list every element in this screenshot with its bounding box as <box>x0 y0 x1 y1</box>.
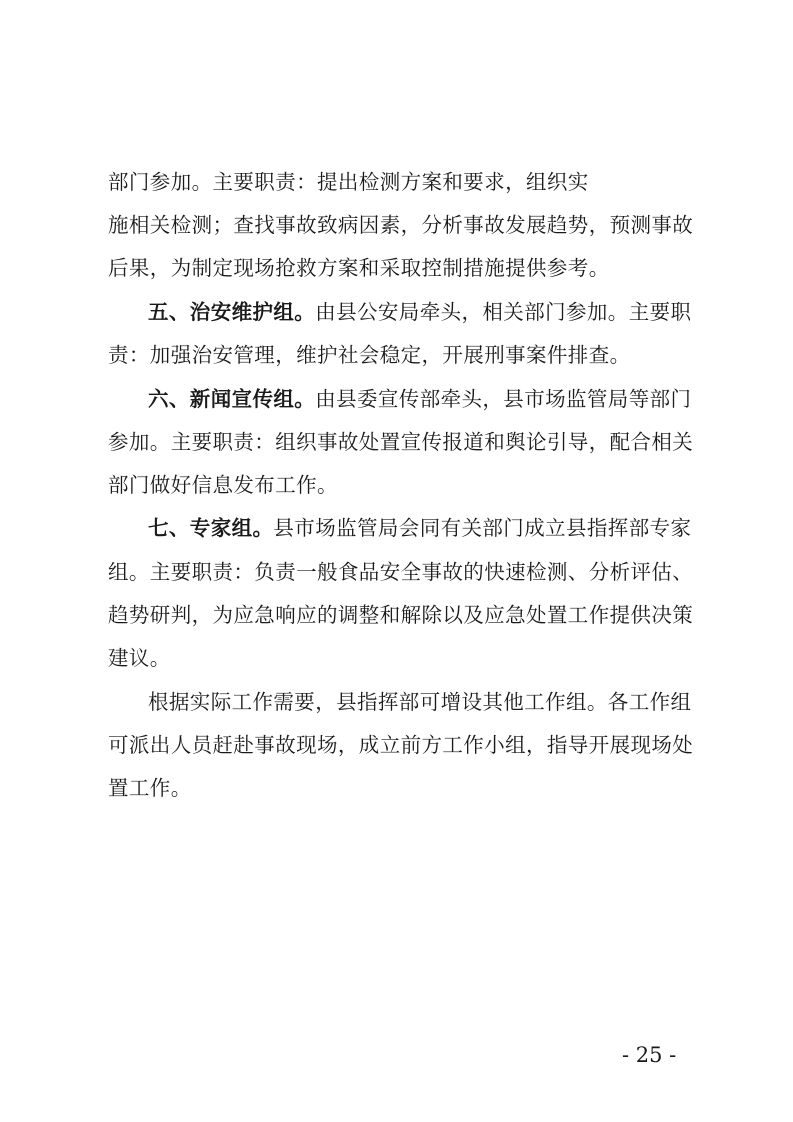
section-6-text: 由县委宣传部牵头，县市场监管局等部门 <box>315 387 692 411</box>
paragraph-line: 后果，为制定现场抢救方案和采取控制措施提供参考。 <box>108 256 610 280</box>
section-5-text: 由县公安局牵头，相关部门参加。主要职 <box>315 300 692 324</box>
section-7-heading: 七、专家组。 <box>148 516 274 540</box>
section-5-line <box>148 298 691 326</box>
paragraph-line: 组。主要职责：负责一般食品安全事故的快速检测、分析评估、 <box>108 560 694 584</box>
paragraph-line: 置工作。 <box>108 776 192 800</box>
paragraph-line: 施相关检测；查找事故致病因素，分析事故发展趋势，预测事故 <box>108 213 694 237</box>
closing-paragraph-line: 根据实际工作需要，县指挥部可增设其他工作组。各工作组 <box>148 690 692 714</box>
paragraph-line: 建议。 <box>108 646 171 670</box>
paragraph-line: 趋势研判，为应急响应的调整和解除以及应急处置工作提供决策 <box>108 603 694 627</box>
section-6-line <box>148 385 691 413</box>
section-5-heading: 五、治安维护组。 <box>148 300 316 324</box>
section-6-heading: 六、新闻宣传组。 <box>148 387 316 411</box>
paragraph-line: 责：加强治安管理，维护社会稳定，开展刑事案件排查。 <box>108 343 631 367</box>
section-7-text: 县市场监管局会同有关部门成立县指挥部专家 <box>273 516 692 540</box>
paragraph-line: 部门参加。主要职责：提出检测方案和要求，组织实 <box>108 170 589 194</box>
paragraph-line: 部门做好信息发布工作。 <box>108 473 338 497</box>
page-number: - 25 - <box>622 1043 677 1067</box>
paragraph-line: 参加。主要职责：组织事故处置宣传报道和舆论引导，配合相关 <box>108 430 694 454</box>
section-7-line <box>148 514 691 542</box>
paragraph-line: 可派出人员赶赴事故现场，成立前方工作小组，指导开展现场处 <box>108 733 694 757</box>
